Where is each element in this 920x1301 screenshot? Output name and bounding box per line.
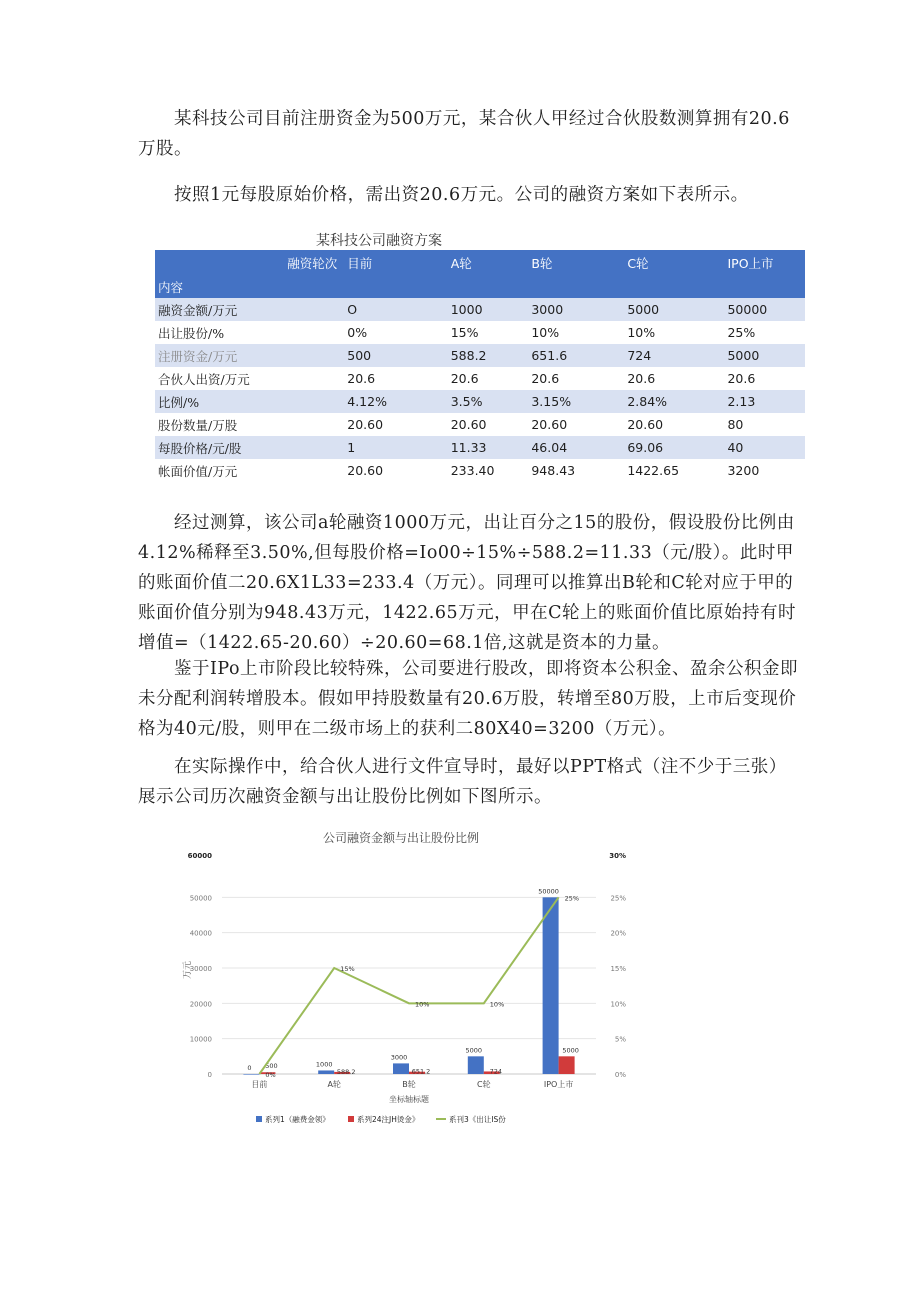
row-label: 股份数量/万股 [158, 417, 238, 433]
table-cell: 46.04 [528, 436, 624, 459]
table-cell: 500 [344, 344, 447, 367]
table-cell: 20.60 [347, 417, 384, 432]
chart-title: 公司融资金额与出让股份比例 [322, 831, 480, 845]
table-cell: 1000 [448, 298, 529, 321]
table-row [155, 298, 805, 321]
table-cell: 4.12% [344, 390, 447, 413]
table-cell: 3.5% [448, 390, 529, 413]
table-cell: 11.33 [448, 436, 529, 459]
bar-data-label: 5000 [465, 1046, 483, 1055]
row-label: 比例/% [155, 390, 344, 413]
y-tick-label: 40000 [189, 929, 212, 938]
table-row [155, 390, 805, 413]
table-cell: 5000 [724, 344, 805, 367]
table-cell: 50000 [724, 298, 805, 321]
table-cell: 20.6 [727, 371, 756, 386]
table-cell: 3000 [528, 298, 624, 321]
y2-tick-label: 10% [610, 1000, 626, 1009]
table-cell: 233.40 [450, 463, 495, 478]
line-data-label: 10% [415, 1000, 430, 1009]
header-cell: C轮 [624, 250, 724, 298]
row-label: 出让股份/% [158, 325, 225, 341]
table-cell: 1 [344, 436, 447, 459]
table-header-row [155, 250, 805, 298]
table-cell: 20.6 [531, 371, 560, 386]
bar-data-label: 1000 [315, 1060, 333, 1069]
table-corner-cell [155, 250, 344, 298]
table-cell: 40 [724, 436, 805, 459]
header-cell: B轮 [528, 250, 624, 298]
table-cell: 1422.65 [627, 463, 680, 478]
table-cell: 25% [727, 325, 756, 340]
table-cell: 3.15% [528, 390, 624, 413]
x-tick-label: A轮 [327, 1080, 341, 1089]
bar-data-label: 500 [265, 1062, 278, 1071]
row-label: 合伙人出资/万元 [158, 371, 250, 387]
table-cell: 20.60 [627, 417, 664, 432]
table-cell: 20.6 [450, 371, 479, 386]
table-cell: 3200 [727, 463, 760, 478]
header-cell: IPO上市 [724, 250, 805, 298]
row-label: 融资金额/万元 [155, 298, 344, 321]
table-cell: 724 [624, 344, 724, 367]
table-cell: 10% [531, 325, 560, 340]
bar-mark [543, 897, 559, 1074]
y-tick-label: 0 [207, 1071, 212, 1079]
line-series [259, 897, 558, 1074]
paragraph-5: 在实际操作中，给合伙人进行文件宣导时，最好以PPT格式（注不少于三张）展示公司历次融资金额与出让股份比例如下图所示。 [138, 757, 787, 807]
x-axis-label: 坐标轴标题 [389, 1095, 429, 1104]
line-data-label: 10% [489, 1000, 505, 1009]
y2-tick-label: 5% [614, 1035, 626, 1044]
bar-data-label: 3000 [390, 1053, 408, 1062]
table-cell: 69.06 [624, 436, 724, 459]
bar-data-label: 651.2 [411, 1067, 431, 1076]
y2-tick-label: 20% [610, 929, 626, 938]
bar-data-label: 50000 [538, 887, 559, 896]
x-tick-label: C轮 [477, 1080, 491, 1089]
bar-data-label: 0 [247, 1064, 252, 1072]
y-tick-label: 10000 [189, 1035, 212, 1044]
y-tick-label: 50000 [189, 894, 212, 903]
line-data-label: 15% [340, 965, 355, 973]
y-axis-label: 万元 [183, 960, 193, 980]
bar-mark [559, 1056, 575, 1074]
bar-data-label: 5000 [562, 1046, 579, 1055]
y-tick-label: 30000 [189, 965, 212, 973]
table-cell: 5000 [624, 298, 724, 321]
y2-tick-label: 0% [614, 1071, 626, 1079]
table-cell: 80 [727, 417, 744, 432]
legend-swatch [348, 1116, 354, 1122]
table-row [155, 367, 805, 390]
financing-table [155, 250, 805, 482]
x-tick-label: B轮 [402, 1080, 416, 1089]
table-cell: 20.6 [347, 371, 376, 386]
chart-svg [176, 820, 626, 1140]
bar-mark [393, 1063, 409, 1074]
table-cell: 10% [627, 325, 656, 340]
table-cell: 651.6 [528, 344, 624, 367]
y-tick-label: 60000 [187, 852, 212, 860]
bar-mark [243, 1074, 259, 1075]
y2-tick-label: 15% [610, 965, 626, 973]
x-tick-label: 目前 [251, 1080, 268, 1089]
table-row [155, 413, 805, 436]
bar-mark [318, 1070, 334, 1074]
legend-label: 系列1（融费金领》 [265, 1115, 330, 1124]
header-cell: A轮 [448, 250, 529, 298]
table-cell: 20.60 [531, 417, 568, 432]
y2-tick-label: 30% [609, 852, 626, 860]
table-row [155, 436, 805, 459]
legend-label: 系列24注JH烫金》 [357, 1115, 420, 1124]
corner-label-bottom: 内容 [158, 280, 184, 295]
table-cell: 20.6 [627, 371, 656, 386]
paragraph-3: 经过测算，该公司a轮融资1000万元，出让百分之15的股份，假设股份比例由4.12%稀释至3.50%,但每股价格=Io00÷15%÷588.2=11.33（元/股）。此时甲的账面价值二20.6X1L33=233.4（万元）。同理可以推算出B轮和C轮对应于甲的账面价值分别为948.43万元，1422.65万元，甲在C轮上的账面价值比原始持有时增值=（1422.65-20.60）÷20.60=68.1倍,这就是资本的力量。 [138, 513, 796, 653]
table-cell: 2.13 [724, 390, 805, 413]
paragraph-4: 鉴于IPo上市阶段比较特殊，公司要进行股改，即将资本公积金、盈余公积金即未分配利润转增股本。假如甲持股数量有20.6万股，转增至80万股，上市后变现价格为40元/股，则甲在二级市场上的获利二80X40=3200（万元）。 [138, 659, 799, 739]
legend-label: 系刊3《出让IS份 [449, 1115, 506, 1124]
row-label: 帐面价值/万元 [158, 463, 238, 479]
row-label: 每股价格/元/股 [155, 436, 344, 459]
table-cell: 0% [347, 325, 368, 340]
table-row [155, 344, 805, 367]
table-cell: O [344, 298, 447, 321]
paragraph-2: 按照1元每股原始价格，需出资20.6万元。公司的融资方案如下表所示。 [174, 185, 749, 205]
table-cell: 948.43 [531, 463, 576, 478]
table-cell: 15% [450, 325, 479, 340]
y-tick-label: 20000 [189, 1000, 212, 1009]
y2-tick-label: 25% [610, 894, 626, 903]
bar-data-label: 724 [489, 1067, 503, 1076]
table-row [155, 459, 805, 482]
bar-data-label: 588.2 [336, 1067, 356, 1076]
paragraph-1: 某科技公司目前注册资金为500万元，某合伙人甲经过合伙股数测算拥有20.6万股。 [138, 109, 790, 159]
table-title: 某科技公司融资方案 [316, 233, 442, 249]
line-data-label: 0% [265, 1071, 276, 1079]
table-cell: 2.84% [624, 390, 724, 413]
line-data-label: 25% [564, 894, 580, 903]
row-label: 注册资金/万元 [155, 344, 344, 367]
table-cell: 20.60 [450, 417, 487, 432]
legend-swatch [256, 1116, 262, 1122]
x-tick-label: IPO上市 [543, 1080, 574, 1089]
table-cell: 20.60 [347, 463, 384, 478]
corner-label-top: 融资轮次 [287, 256, 338, 271]
table-row [155, 321, 805, 344]
header-cell: 目前 [344, 250, 447, 298]
table-cell: 588.2 [448, 344, 529, 367]
bar-mark [468, 1056, 484, 1074]
financing-chart [176, 820, 626, 1140]
